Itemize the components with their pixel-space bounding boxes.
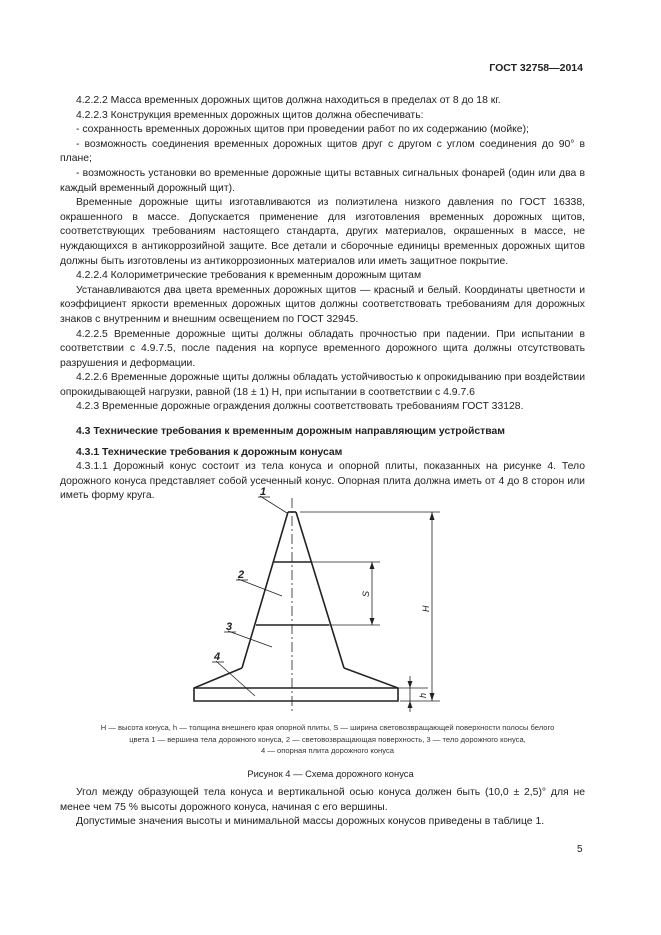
- paragraph: 4.2.2.3 Конструкция временных дорожных щитов должна обеспечивать:: [76, 109, 424, 121]
- document-header: ГОСТ 32758—2014: [489, 62, 583, 74]
- leader-3: [228, 631, 272, 647]
- label-3: 3: [226, 621, 233, 633]
- arrow: [370, 618, 375, 625]
- arrow: [370, 562, 375, 569]
- cone-right-edge: [296, 512, 344, 668]
- paragraph: Временные дорожные щиты изготавливаются из полиэтилена низкого давления по ГОСТ 16338, окрашенного в массе. Допускается применение для изготовления временных дорожных щитов, соответствующих требованиям настоящего стандарта, других материалов, окрашенных в массе, не нуждающихся в антикоррозийной защите. Все детали и сборочные единицы временных дорожных щитов должны быть изготовлены из антикоррозионных материалов или иметь защитное покрытие.: [60, 197, 585, 267]
- base-plate-outline: [194, 668, 398, 701]
- section-heading: 4.3 Технические требования к временным дорожным направляющим устройствам: [76, 426, 505, 438]
- paragraph: 4.2.2.6 Временные дорожные щиты должны обладать устойчивостью к опрокидыванию при воздействии опрокидывающей нагрузки, равной (18 ± 1) Н, при испытании в соответствии с 4.9.7.6: [60, 372, 585, 398]
- leader-2: [238, 579, 282, 596]
- arrow: [430, 693, 435, 701]
- paragraph: Устанавливаются два цвета временных дорожных щитов — красный и белый. Координаты цветности и коэффициент яркости временных дорожных щитов должны соответствовать требованиям для дорожных знаков с внутренним и внешним освещением по ГОСТ 32945.: [60, 284, 585, 325]
- paragraph: - возможность установки во временные дорожные щиты вставных сигнальных фонарей (один или два в каждый временный дорожный щит).: [60, 167, 585, 194]
- paragraph: 4.2.2.2 Масса временных дорожных щитов должна находиться в пределах от 8 до 18 кг.: [76, 95, 501, 106]
- dimension-S-label: S: [361, 590, 371, 597]
- figure-legend: [60, 722, 595, 757]
- paragraph: 4.3.1.1 Дорожный конус состоит из тела конуса и опорной плиты, показанных на рисунке 4. Тело дорожного конуса представляет собой усеченный конус. Опорная плита должна иметь от 4 до 8 сторон или иметь форму круга.: [60, 461, 585, 502]
- paragraph: - возможность соединения временных дорожных щитов друг с другом с углом соединения до 90° в плане;: [60, 138, 585, 165]
- leader-4: [216, 661, 255, 696]
- legend-line: цвета 1 — вершина тела дорожного конуса, 2 — световозвращающая поверхность, 3 — тело дорожного конуса,: [129, 734, 526, 744]
- paragraph: Допустимые значения высоты и минимальной массы дорожных конусов приведены в таблице 1.: [76, 816, 545, 828]
- dimension-H-label: H: [421, 605, 431, 612]
- page-number: 5: [577, 844, 583, 855]
- paragraph: - сохранность временных дорожных щитов при проведении работ по их содержанию (мойке);: [76, 124, 529, 136]
- label-2: 2: [238, 569, 245, 581]
- paragraph: 4.2.2.4 Колориметрические требования к временным дорожным щитам: [76, 270, 422, 282]
- arrow: [408, 701, 413, 708]
- arrow: [430, 512, 435, 520]
- figure-caption: Рисунок 4 — Схема дорожного конуса: [247, 768, 414, 779]
- paragraph: Угол между образующей тела конуса и вертикальной осью конуса должен быть (10,0 ± 2,5)° для не менее чем 75 % высоты дорожного конуса, начиная с его вершины.: [60, 787, 585, 813]
- document-body: [60, 94, 585, 504]
- subsection-heading: 4.3.1 Технические требования к дорожным конусам: [76, 446, 343, 458]
- cone-left-edge: [242, 512, 288, 668]
- paragraph: 4.2.2.5 Временные дорожные щиты должны обладать прочностью при падении. При испытании в соответствии с 4.9.7.5, после падения на корпусе временного дорожного щита должны отсутствовать разрушения и деформации.: [60, 328, 585, 369]
- dimension-h-label: h: [418, 692, 428, 698]
- legend-line: H — высота конуса, h — толщина внешнего края опорной плиты, S — ширина световозвращающей поверхности полосы белого: [100, 723, 555, 732]
- label-1: 1: [260, 486, 267, 498]
- arrow: [408, 681, 413, 688]
- paragraph: 4.2.3 Временные дорожные ограждения должны соответствовать требованиям ГОСТ 33128.: [76, 401, 524, 413]
- legend-line: 4 — опорная плита дорожного конуса: [261, 746, 394, 755]
- document-body-continued: [60, 786, 585, 830]
- label-4: 4: [214, 651, 221, 663]
